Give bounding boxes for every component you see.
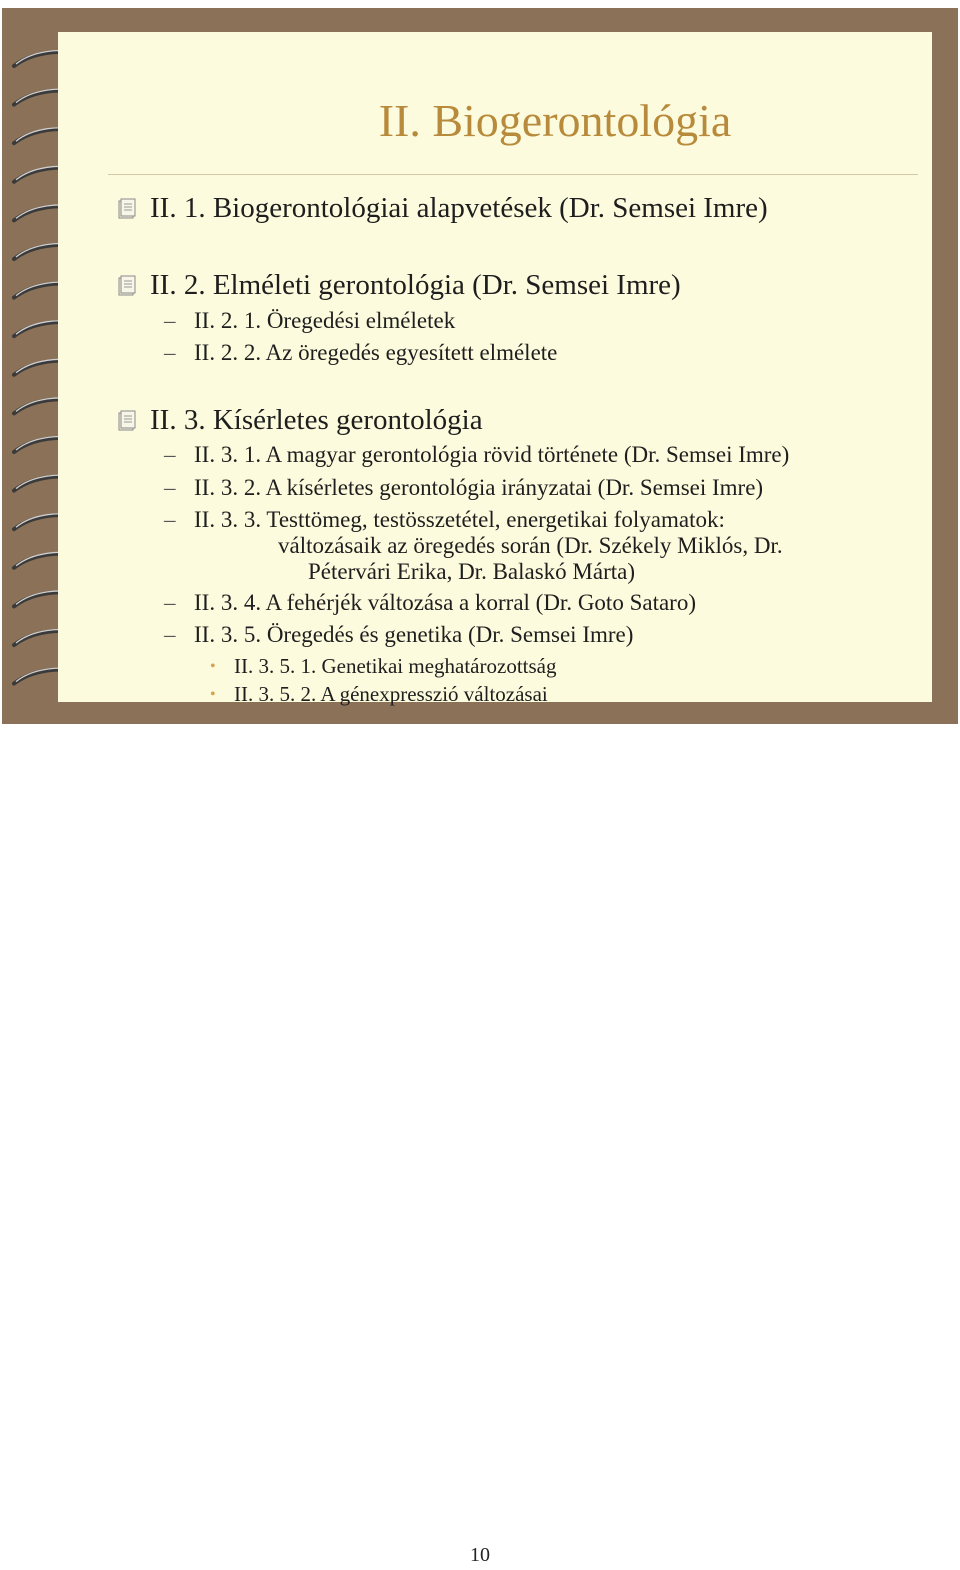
list-item: – II. 3. 4. A fehérjék változása a korral (Dr. Goto Sataro) (164, 590, 696, 615)
notebook-icon (114, 195, 140, 221)
list-item: – II. 3. 3. Testtömeg, testösszetétel, energetikai folyamatok: (164, 507, 725, 532)
section-3 (114, 404, 483, 437)
sub-list-item: • II. 3. 5. 2. A génexpresszió változásai (210, 682, 548, 706)
section-1-label: II. 1. Biogerontológiai alapvetések (Dr. Semsei Imre) (150, 192, 768, 224)
notebook-icon (114, 407, 140, 433)
title-divider (108, 174, 918, 175)
list-item: – II. 3. 5. Öregedés és genetika (Dr. Semsei Imre) (164, 622, 634, 647)
slide-title: II. Biogerontológia (378, 95, 732, 146)
section-2-label: II. 2. Elméleti gerontológia (Dr. Semsei Imre) (150, 269, 681, 301)
list-item: – II. 3. 1. A magyar gerontológia rövid története (Dr. Semsei Imre) (164, 442, 790, 467)
section-3-label: II. 3. Kísérletes gerontológia (150, 404, 483, 436)
list-item: – II. 2. 1. Öregedési elméletek (164, 308, 456, 333)
list-item-continuation: Pétervári Erika, Dr. Balaskó Márta) (308, 559, 635, 584)
notebook-icon (114, 272, 140, 298)
bullet-dot-icon: • (210, 658, 216, 675)
bullet-dot-icon: • (210, 686, 216, 703)
page-number: 10 (470, 1544, 490, 1566)
section-2 (114, 269, 681, 302)
slide-frame (2, 8, 958, 724)
slide-paper (58, 32, 932, 706)
section-1 (114, 192, 768, 225)
list-item: – II. 2. 2. Az öregedés egyesített elmélete (164, 340, 558, 365)
list-item: – II. 3. 2. A kísérletes gerontológia irányzatai (Dr. Semsei Imre) (164, 475, 764, 500)
list-item-continuation: változásaik az öregedés során (Dr. Székely Miklós, Dr. (278, 533, 783, 558)
sub-list-item: • II. 3. 5. 1. Genetikai meghatározottság (210, 654, 557, 678)
slide-content (58, 32, 932, 706)
